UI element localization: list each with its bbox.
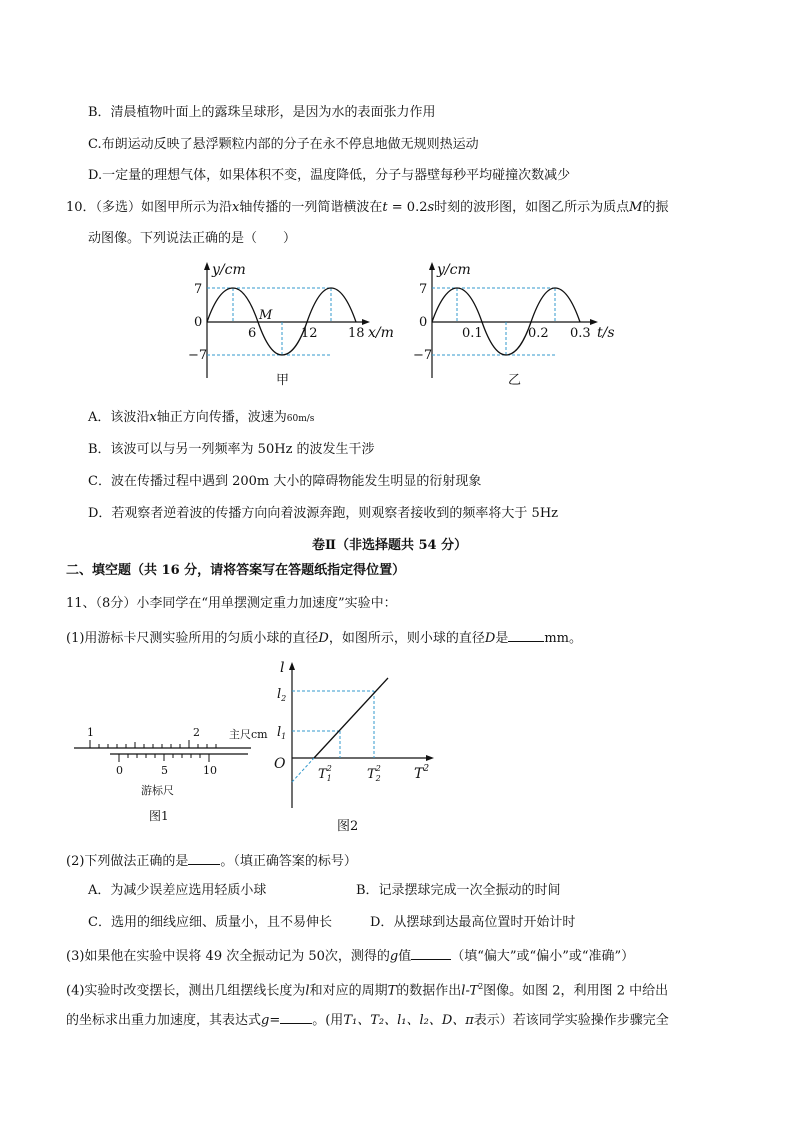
- q11-part1: (1)用游标卡尺测实验所用的匀质小球的直径D，如图所示，则小球的直径D是 mm。: [66, 628, 582, 648]
- y-tick-zero: 0: [419, 315, 428, 330]
- figure-1-caption: 图1: [149, 809, 169, 823]
- q11-option-c: C．选用的细线应细、质量小，且不易伸长: [88, 915, 332, 930]
- l2-label: $l_2$: [277, 687, 287, 703]
- vernier-tick-5: 5: [161, 764, 168, 777]
- q9-option-c: C.布朗运动反映了悬浮颗粒内部的分子在永不停息地做无规则热运动: [88, 137, 479, 152]
- graph-jia: [190, 258, 400, 388]
- answer-blank-1[interactable]: [508, 628, 544, 642]
- x-tick-6: 6: [248, 326, 257, 341]
- graph-yi: [412, 258, 622, 388]
- answer-blank-2[interactable]: [188, 851, 220, 865]
- answer-blank-3[interactable]: [411, 946, 451, 960]
- q10-option-b: B．该波可以与另一列频率为 50Hz 的波发生干涉: [88, 442, 375, 457]
- q10-option-c: C．波在传播过程中遇到 200m 大小的障碍物能发生明显的衍射现象: [88, 474, 482, 489]
- answer-blank-4[interactable]: [280, 1010, 312, 1024]
- vernier-label: 游标尺: [141, 784, 174, 797]
- q11-stem: 11、（8分）小李同学在“用单摆测定重力加速度”实验中：: [66, 596, 397, 611]
- t2-axis-arrow: [426, 755, 434, 761]
- t-label: t/s: [597, 325, 615, 341]
- q10-option-d: D．若观察者逆着波的传播方向向着波源奔跑，则观察者接收到的频率将大于 5Hz: [88, 506, 559, 521]
- y-axis-arrow: [429, 262, 435, 270]
- y-tick-top: 7: [419, 282, 428, 297]
- graph-yi-caption: 乙: [508, 373, 522, 388]
- y-axis-arrow: [204, 262, 210, 270]
- graph-jia-caption: 甲: [276, 373, 290, 388]
- fit-line: [314, 678, 388, 758]
- x-tick-12: 12: [301, 326, 318, 341]
- q11-part4-line1: (4)实验时改变摆长，测出几组摆线长度为l和对应的周期T的数据作出$l-T^2$图像。如图 2，利用图 2 中给出: [66, 982, 669, 999]
- extension-line: [292, 758, 314, 782]
- q9-option-b: B．清晨植物叶面上的露珠呈球形，是因为水的表面张力作用: [88, 105, 436, 120]
- vernier-ticks: [119, 754, 209, 762]
- l-axis-arrow: [289, 662, 295, 670]
- y-tick-bottom: −7: [188, 348, 208, 363]
- section-heading: 二、填空题（共 16 分，请将答案写在答题纸指定得位置）: [66, 563, 406, 578]
- t2-label: $T_22$: [367, 764, 381, 783]
- y-tick-zero: 0: [194, 315, 203, 330]
- point-m-label: M: [259, 308, 273, 323]
- y-tick-top: 7: [194, 282, 203, 297]
- l1-label: $l_1$: [277, 725, 287, 741]
- y-label: y/cm: [437, 262, 471, 278]
- q10-stem-line2: 动图像。下列说法正确的是（ ）: [88, 231, 297, 246]
- figure-2-caption: 图2: [337, 819, 359, 834]
- q11-option-b: B．记录摆球完成一次全振动的时间: [356, 883, 561, 898]
- l-label: l: [280, 660, 285, 676]
- figure-2-graph: [270, 656, 450, 838]
- origin-label: O: [274, 756, 286, 772]
- q11-part3: (3)如果他在实验中误将 49 次全振动记为 50次，测得的g值 （填“偏大”或“偏小”或“准确”）: [66, 946, 634, 966]
- q11-option-d: D．从摆球到达最高位置时开始计时: [370, 915, 576, 930]
- t-tick-02: 0.2: [528, 326, 549, 341]
- main-scale-label: 主尺cm: [229, 728, 268, 741]
- vernier-tick-10: 10: [203, 764, 217, 777]
- section-title: 卷Ⅱ（非选择题共 54 分）: [312, 538, 468, 553]
- t2-axis-label: $T^2$: [414, 764, 430, 782]
- q10-stem-line1: 10．（多选）如图甲所示为沿x轴传播的一列简谐横波在t = 0.2s时刻的波形图，如图乙所示为质点M的振: [66, 200, 669, 215]
- q11-option-a: A．为减少误差应选用轻质小球: [88, 883, 267, 898]
- x-label: x/m: [368, 325, 394, 341]
- t-tick-03: 0.3: [570, 326, 591, 341]
- q11-part2: (2)下列做法正确的是 。（填正确答案的标号）: [66, 851, 357, 871]
- main-tick-1: 1: [87, 726, 94, 739]
- q11-part4-line2: 的坐标求出重力加速度，其表达式g= 。(用T₁、T₂、l₁、l₂、D、π表示）若该同学实验操作步骤完全: [66, 1010, 669, 1030]
- y-label: y/cm: [212, 262, 246, 278]
- t-tick-01: 0.1: [462, 326, 483, 341]
- y-tick-bottom: −7: [413, 348, 433, 363]
- q9-option-d: D.一定量的理想气体，如果体积不变，温度降低，分子与器壁每秒平均碰撞次数减少: [88, 168, 571, 183]
- vernier-tick-0: 0: [116, 764, 123, 777]
- main-tick-2: 2: [193, 726, 200, 739]
- figure-1-vernier: [66, 718, 296, 828]
- t1-label: $T_12$: [318, 764, 332, 783]
- q10-option-a: A．该波沿x轴正方向传播，波速为60m/s: [88, 410, 315, 425]
- x-tick-18: 18: [348, 326, 365, 341]
- main-scale-ticks: [90, 740, 216, 748]
